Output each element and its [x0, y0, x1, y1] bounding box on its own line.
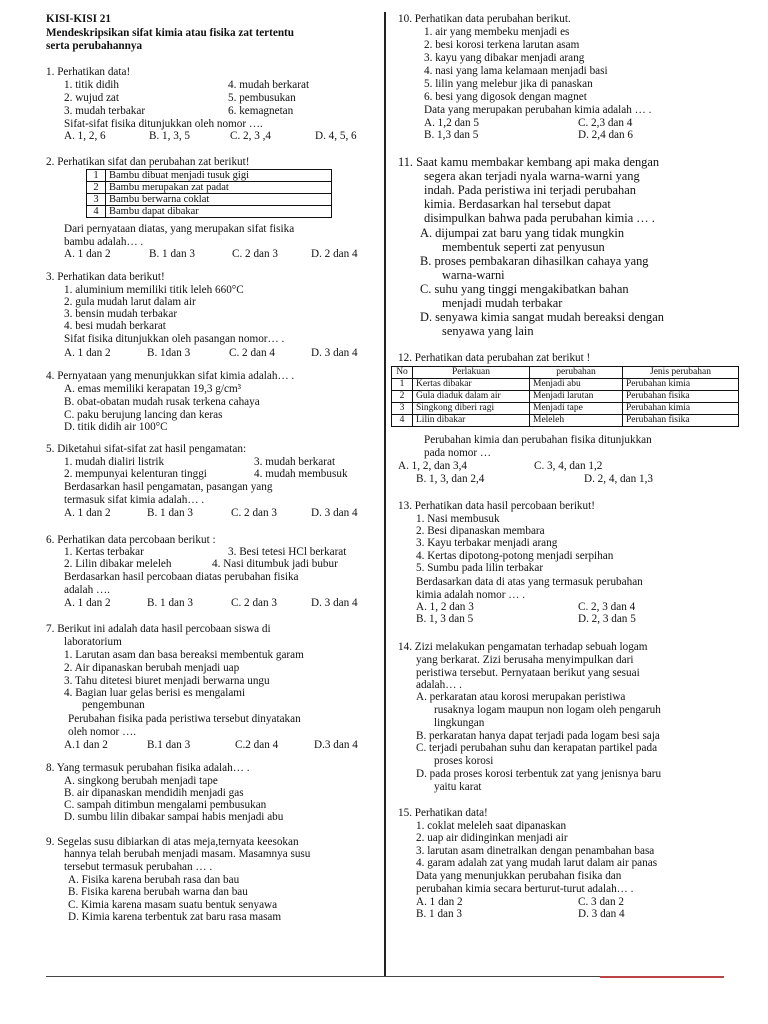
q5-option-b: B. 1 dan 3: [147, 507, 193, 519]
q10-item: 6. besi yang digosok dengan magnet: [424, 91, 587, 103]
q5-item: 3. mudah berkarat: [254, 456, 336, 468]
q14-option-d-cont: yaitu karat: [434, 781, 482, 793]
q9-stem-line1: 9. Segelas susu dibiarkan di atas meja,ternyata keesokan: [46, 836, 299, 848]
q7-stem-line2: laboratorium: [64, 636, 122, 648]
q8-option-d: D. sumbu lilin dibakar sampai habis menjadi abu: [64, 811, 284, 823]
q5-item: 1. mudah dialiri listrik: [64, 456, 165, 468]
q5-question-line2: termasuk sifat kimia adalah… .: [64, 494, 205, 506]
q5-stem: 5. Diketahui sifat-sifat zat hasil pengamatan:: [46, 443, 247, 455]
q5-item: 4. mudah membusuk: [254, 468, 348, 480]
q14-option-c-cont: proses korosi: [434, 755, 494, 767]
q12-option-d: D. 2, 4, dan 1,3: [584, 473, 653, 485]
q2-stem: 2. Perhatikan sifat dan perubahan zat berikut!: [46, 156, 250, 168]
q6-item: 4. Nasi ditumbuk jadi bubur: [212, 558, 338, 570]
q11-stem-line1: 11. Saat kamu membakar kembang api maka dengan: [398, 155, 660, 169]
q15-question-line1: Data yang menunjukkan perubahan fisika dan: [416, 870, 622, 882]
q3-option-c: C. 2 dan 4: [229, 347, 275, 359]
q13-item: 3. Kayu terbakar menjadi arang: [416, 537, 558, 549]
q3-question: Sifat fisika ditunjukkan oleh pasangan nomor… .: [64, 333, 285, 345]
q9-option-b: B. Fisika karena berubah warna dan bau: [68, 886, 248, 898]
q15-item: 4. garam adalah zat yang mudah larut dalam air panas: [416, 857, 658, 869]
q9-stem-line2: hannya telah berubah menjadi masam. Masamnya susu: [64, 848, 311, 860]
q6-item: 2. Lilin dibakar meleleh: [64, 558, 172, 570]
q12-option-a: A. 1, 2, dan 3,4: [398, 460, 467, 472]
table-row: 1 Kertas dibakar Menjadi abu Perubahan kimia: [392, 379, 739, 391]
q6-option-a: A. 1 dan 2: [64, 597, 111, 609]
q7-option-c: C.2 dan 4: [235, 739, 279, 751]
q13-item: 5. Sumbu pada lilin terbakar: [416, 562, 544, 574]
q9-option-c: C. Kimia karena masam suatu bentuk senyawa: [68, 899, 278, 911]
q13-option-d: D. 2, 3 dan 5: [578, 613, 636, 625]
q6-item: 3. Besi tetesi HCl berkarat: [228, 546, 347, 558]
q13-option-c: C. 2, 3 dan 4: [578, 601, 636, 613]
q10-item: 1. air yang membeku menjadi es: [424, 26, 570, 38]
q5-item: 2. mempunyai kelenturan tinggi: [64, 468, 207, 480]
q14-stem-line1: 14. Zizi melakukan pengamatan terhadap sebuah logam: [398, 641, 648, 653]
q3-item: 4. besi mudah berkarat: [64, 320, 166, 332]
doc-title: KISI-KISI 21: [46, 13, 111, 25]
table-row: 4 Lilin dibakar Meleleh Perubahan fisika: [392, 415, 739, 427]
q7-item: pengembunan: [82, 699, 145, 711]
q6-question-line2: adalah ….: [64, 584, 110, 596]
q8-option-c: C. sampah ditimbun mengalami pembusukan: [64, 799, 267, 811]
q5-question-line1: Berdasarkan hasil pengamatan, pasangan yang: [64, 481, 273, 493]
q14-option-a: A. perkaratan atau korosi merupakan peristiwa: [416, 691, 626, 703]
q7-stem-line1: 7. Berikut ini adalah data hasil percobaan siswa di: [46, 623, 271, 635]
q2-option-c: C. 2 dan 3: [232, 248, 278, 260]
q1-option-a: A. 1, 2, 6: [64, 130, 106, 142]
q6-option-c: C. 2 dan 3: [231, 597, 277, 609]
q7-item: 1. Larutan asam dan basa bereaksi membentuk garam: [64, 649, 304, 661]
q6-stem: 6. Perhatikan data percobaan berikut :: [46, 534, 216, 546]
q11-stem-line5: disimpulkan bahwa pada perubahan kimia … .: [424, 211, 655, 225]
q1-item: 6. kemagnetan: [228, 105, 294, 117]
q7-item: 2. Air dipanaskan berubah menjadi uap: [64, 662, 240, 674]
q4-stem: 4. Pernyataan yang menunjukkan sifat kimia adalah… .: [46, 370, 295, 382]
q4-option-d: D. titik didih air 100°C: [64, 421, 168, 433]
q15-stem: 15. Perhatikan data!: [398, 807, 488, 819]
q2-question-line2: bambu adalah… .: [64, 236, 144, 248]
q15-option-b: B. 1 dan 3: [416, 908, 462, 920]
table-row: 3 Singkong diberi ragi Menjadi tape Perubahan kimia: [392, 403, 739, 415]
table-row: 1 Bambu dibuat menjadi tusuk gigi: [87, 170, 332, 182]
q10-option-d: D. 2,4 dan 6: [578, 129, 633, 141]
q7-option-b: B.1 dan 3: [147, 739, 191, 751]
q6-option-d: D. 3 dan 4: [311, 597, 358, 609]
q2-option-a: A. 1 dan 2: [64, 248, 111, 260]
q12-question-line1: Perubahan kimia dan perubahan fisika ditunjukkan: [424, 434, 652, 446]
q11-option-a-cont: membentuk seperti zat penyusun: [442, 240, 605, 254]
column-divider: [384, 12, 386, 977]
table-row: 4 Bambu dapat dibakar: [87, 206, 332, 218]
q15-question-line2: perubahan kimia secara berturut-turut adalah… .: [416, 883, 634, 895]
q1-item: 1. titik didih: [64, 79, 120, 91]
q11-stem-line2: segera akan terjadi nyala warna-warni yang: [424, 169, 640, 183]
q11-stem-line3: indah. Pada peristiwa ini terjadi perubahan: [424, 183, 636, 197]
q13-option-b: B. 1, 3 dan 5: [416, 613, 474, 625]
q6-item: 1. Kertas terbakar: [64, 546, 144, 558]
q15-item: 1. coklat meleleh saat dipanaskan: [416, 820, 567, 832]
q15-item: 3. larutan asam dinetralkan dengan penambahan basa: [416, 845, 655, 857]
q13-item: 1. Nasi membusuk: [416, 513, 500, 525]
q1-question: Sifat-sifat fisika ditunjukkan oleh nomor ….: [64, 118, 263, 130]
q4-option-b: B. obat-obatan mudah rusak terkena cahaya: [64, 396, 260, 408]
q7-question-line1: Perubahan fisika pada peristiwa tersebut dinyatakan: [68, 713, 301, 725]
q1-option-c: C. 2, 3 ,4: [230, 130, 272, 142]
q2-question-line1: Dari pernyataan diatas, yang merupakan sifat fisika: [64, 223, 295, 235]
q1-item: 2. wujud zat: [64, 92, 119, 104]
q13-stem: 13. Perhatikan data hasil percobaan berikut!: [398, 500, 595, 512]
q8-stem: 8. Yang termasuk perubahan fisika adalah… .: [46, 762, 250, 774]
q11-option-c-cont: menjadi mudah terbakar: [442, 296, 563, 310]
q14-stem-line4: adalah… .: [416, 679, 462, 691]
q13-item: 4. Kertas dipotong-potong menjadi serpihan: [416, 550, 614, 562]
table-row: 3 Bambu berwarna coklat: [87, 194, 332, 206]
q1-stem: 1. Perhatikan data!: [46, 66, 131, 78]
q11-option-d-cont: senyawa yang lain: [442, 324, 534, 338]
q5-option-d: D. 3 dan 4: [311, 507, 358, 519]
table-header-row: No Perlakuan perubahan Jenis perubahan: [392, 367, 739, 379]
q11-option-b-cont: warna-warni: [442, 268, 505, 282]
q5-option-a: A. 1 dan 2: [64, 507, 111, 519]
q14-option-b: B. perkaratan hanya dapat terjadi pada logam besi saja: [416, 730, 660, 742]
q2-option-b: B. 1 dan 3: [149, 248, 195, 260]
q11-option-a: A. dijumpai zat baru yang tidak mungkin: [420, 226, 625, 240]
q12-option-b: B. 1, 3, dan 2,4: [416, 473, 485, 485]
doc-desc-line1: Mendeskripsikan sifat kimia atau fisika zat tertentu: [46, 27, 294, 39]
q3-option-a: A. 1 dan 2: [64, 347, 111, 359]
q15-option-d: D. 3 dan 4: [578, 908, 625, 920]
q3-item: 3. bensin mudah terbakar: [64, 308, 178, 320]
q7-item: 3. Tahu ditetesi biuret menjadi berwarna ungu: [64, 675, 270, 687]
q14-stem-line3: peristiwa tersebut. Pernyataan berikut yang sesuai: [416, 667, 640, 679]
q8-option-a: A. singkong berubah menjadi tape: [64, 775, 218, 787]
q3-option-d: D. 3 dan 4: [311, 347, 358, 359]
q14-stem-line2: yang berkarat. Zizi berusaha menyimpulkan dari: [416, 654, 634, 666]
q10-item: 2. besi korosi terkena larutan asam: [424, 39, 580, 51]
q1-option-b: B. 1, 3, 5: [149, 130, 191, 142]
q1-item: 3. mudah terbakar: [64, 105, 146, 117]
table-row: 2 Gula diaduk dalam air Menjadi larutan Perubahan fisika: [392, 391, 739, 403]
q7-option-d: D.3 dan 4: [314, 739, 358, 751]
table-row: 2 Bambu merupakan zat padat: [87, 182, 332, 194]
q7-option-a: A.1 dan 2: [64, 739, 108, 751]
footer-accent-rule: [600, 976, 724, 978]
q3-item: 2. gula mudah larut dalam air: [64, 296, 196, 308]
q9-stem-line3: tersebut termasuk perubahan … .: [64, 861, 213, 873]
q14-option-a-cont: rusaknya logam maupun non logam oleh pengaruh: [434, 704, 661, 716]
q3-stem: 3. Perhatikan data berikut!: [46, 271, 165, 283]
q13-item: 2. Besi dipanaskan membara: [416, 525, 545, 537]
q11-option-c: C. suhu yang tinggi mengakibatkan bahan: [420, 282, 629, 296]
q8-option-b: B. air dipanaskan mendidih menjadi gas: [64, 787, 244, 799]
q1-item: 5. pembusukan: [228, 92, 296, 104]
q4-option-a: A. emas memiliki kerapatan 19,3 g/cm³: [64, 383, 242, 395]
q12-option-c: C. 3, 4, dan 1,2: [534, 460, 603, 472]
doc-desc-line2: serta perubahannya: [46, 40, 143, 52]
q10-item: 3. kayu yang dibakar menjadi arang: [424, 52, 585, 64]
q13-question-line1: Berdasarkan data di atas yang termasuk perubahan: [416, 576, 643, 588]
q7-item: 4. Bagian luar gelas berisi es mengalami: [64, 687, 246, 699]
q14-option-c: C. terjadi perubahan suhu dan kerapatan partikel pada: [416, 742, 658, 754]
q11-option-b: B. proses pembakaran dihasilkan cahaya yang: [420, 254, 649, 268]
q10-item: 4. nasi yang lama kelamaan menjadi basi: [424, 65, 608, 77]
q10-option-a: A. 1,2 dan 5: [424, 117, 479, 129]
q9-option-d: D. Kimia karena terbentuk zat baru rasa masam: [68, 911, 282, 923]
q13-question-line2: kimia adalah nomor … .: [416, 589, 526, 601]
q14-option-d: D. pada proses korosi terbentuk zat yang jenisnya baru: [416, 768, 662, 780]
q10-question: Data yang merupakan perubahan kimia adalah … .: [424, 104, 652, 116]
q3-item: 1. aluminium memiliki titik leleh 660°C: [64, 284, 244, 296]
q3-option-b: B. 1dan 3: [147, 347, 191, 359]
q2-option-d: D. 2 dan 4: [311, 248, 358, 260]
q10-option-c: C. 2,3 dan 4: [578, 117, 633, 129]
q6-question-line1: Berdasarkan hasil percobaan diatas perubahan fisika: [64, 571, 299, 583]
q15-option-a: A. 1 dan 2: [416, 896, 463, 908]
q11-stem-line4: kimia. Berdasarkan hal tersebut dapat: [424, 197, 611, 211]
q1-item: 4. mudah berkarat: [228, 79, 310, 91]
q11-option-d: D. senyawa kimia sangat mudah bereaksi dengan: [420, 310, 664, 324]
q5-option-c: C. 2 dan 3: [231, 507, 277, 519]
q9-option-a: A. Fisika karena berubah rasa dan bau: [68, 874, 240, 886]
q1-option-d: D. 4, 5, 6: [315, 130, 357, 142]
q13-option-a: A. 1, 2 dan 3: [416, 601, 474, 613]
q10-stem: 10. Perhatikan data perubahan berikut.: [398, 13, 571, 25]
q15-item: 2. uap air didinginkan menjadi air: [416, 832, 568, 844]
q15-option-c: C. 3 dan 2: [578, 896, 624, 908]
q4-option-c: C. paku berujung lancing dan keras: [64, 409, 223, 421]
q10-option-b: B. 1,3 dan 5: [424, 129, 479, 141]
q2-table: [86, 169, 332, 218]
q7-question-line2: oleh nomor ….: [68, 726, 137, 738]
q12-table: [391, 366, 739, 427]
q10-item: 5. lilin yang melebur jika di panaskan: [424, 78, 593, 90]
q14-option-a-cont2: lingkungan: [434, 717, 485, 729]
q12-question-line2: pada nomor …: [424, 447, 492, 459]
q12-stem: 12. Perhatikan data perubahan zat berikut !: [398, 352, 591, 364]
q6-option-b: B. 1 dan 3: [147, 597, 193, 609]
